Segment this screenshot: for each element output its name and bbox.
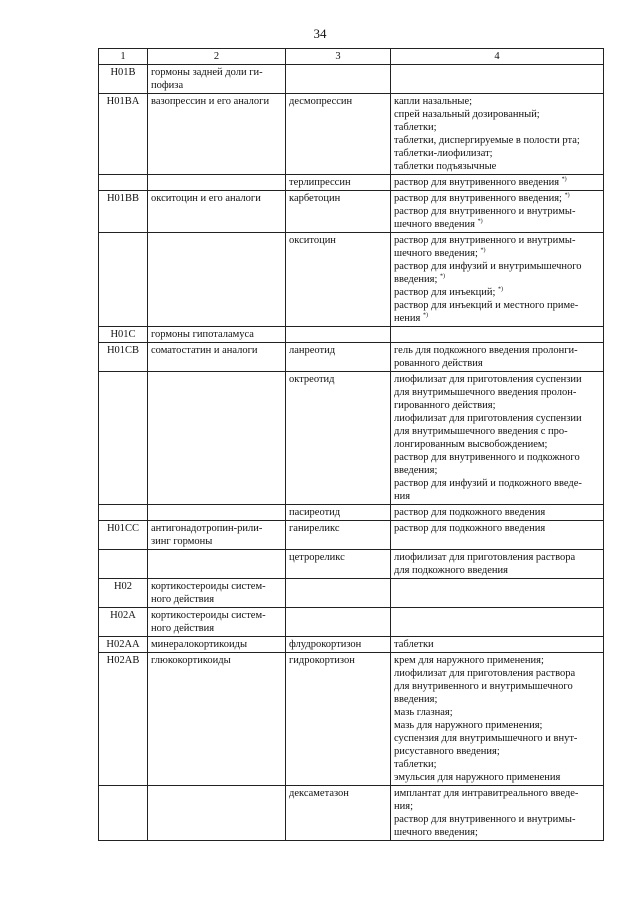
atc-code: H02AA <box>99 637 148 653</box>
dosage-form-text: таблетки, диспергируемые в полости рта; <box>394 135 580 146</box>
table-row <box>99 175 604 191</box>
dosage-forms <box>391 65 604 94</box>
dosage-form <box>394 205 600 231</box>
header-cell: 1 <box>99 49 148 65</box>
table-row <box>99 94 604 175</box>
dosage-form-text: раствор для внутривенного и внутримы- шечного введения; <box>394 235 576 259</box>
dosage-form-text: раствор для подкожного введения <box>394 507 546 518</box>
dosage-form <box>394 638 600 651</box>
dosage-form-text: крем для наружного применения; <box>394 655 544 666</box>
group-name <box>148 233 286 327</box>
atc-code <box>99 505 148 521</box>
dosage-form <box>394 551 600 577</box>
table-row <box>99 786 604 841</box>
dosage-form <box>394 506 600 519</box>
dosage-forms <box>391 550 604 579</box>
atc-code <box>99 786 148 841</box>
atc-code: H01BB <box>99 191 148 233</box>
drug-table <box>98 48 604 841</box>
dosage-form-text: раствор для внутривенного и подкожного введения; <box>394 452 580 476</box>
table-row <box>99 521 604 550</box>
footnote-mark: *) <box>422 312 428 319</box>
atc-code: H01B <box>99 65 148 94</box>
dosage-forms <box>391 579 604 608</box>
dosage-form-text: лиофилизат для приготовления суспензии для внутримышечного введения с про- лонгированным высвобождением; <box>394 413 582 450</box>
substance-name: терлипрессин <box>286 175 391 191</box>
dosage-forms <box>391 372 604 505</box>
dosage-form-text: спрей назальный дозированный; <box>394 109 540 120</box>
header-cell: 4 <box>391 49 604 65</box>
group-name: глюкокортикоиды <box>148 653 286 786</box>
atc-code: H02A <box>99 608 148 637</box>
dosage-form-text: раствор для инфузий и внутримышечного введения; <box>394 261 582 285</box>
dosage-form-text: суспензия для внутримышечного и внут- рисуставного введения; <box>394 733 578 757</box>
page-number: 34 <box>313 26 327 41</box>
substance-name: гидрокортизон <box>286 653 391 786</box>
dosage-forms <box>391 94 604 175</box>
dosage-form-text: раствор для внутривенного введения <box>394 177 560 188</box>
dosage-form-text: гель для подкожного введения пролонги- рованного действия <box>394 345 578 369</box>
dosage-forms <box>391 175 604 191</box>
atc-code: H02AB <box>99 653 148 786</box>
atc-code <box>99 233 148 327</box>
atc-code <box>99 550 148 579</box>
dosage-form-text: таблетки подъязычные <box>394 161 497 172</box>
substance-name: ганиреликс <box>286 521 391 550</box>
atc-code: H01CB <box>99 343 148 372</box>
group-name: гормоны задней доли ги- пофиза <box>148 65 286 94</box>
dosage-form-text: мазь глазная; <box>394 707 453 718</box>
group-name <box>148 372 286 505</box>
group-name: окситоцин и его аналоги <box>148 191 286 233</box>
dosage-form <box>394 299 600 325</box>
dosage-form-text: раствор для внутривенного введения; <box>394 193 562 204</box>
substance-name: ланреотид <box>286 343 391 372</box>
atc-code <box>99 372 148 505</box>
dosage-forms <box>391 608 604 637</box>
dosage-form-text: раствор для подкожного введения <box>394 523 546 534</box>
dosage-form <box>394 667 600 706</box>
dosage-form-text: раствор для внутривенного и внутримы- шечного введения; <box>394 814 576 838</box>
dosage-forms <box>391 327 604 343</box>
dosage-forms <box>391 786 604 841</box>
dosage-form-text: эмульсия для наружного применения <box>394 772 561 783</box>
dosage-forms <box>391 521 604 550</box>
footnote-mark: *) <box>440 273 445 280</box>
dosage-form <box>394 108 600 121</box>
dosage-form-text: таблетки; <box>394 122 437 133</box>
dosage-form-text: таблетки; <box>394 759 437 770</box>
dosage-form <box>394 522 600 535</box>
dosage-form <box>394 732 600 758</box>
atc-code: H01CC <box>99 521 148 550</box>
dosage-form-text: раствор для внутривенного и внутримы- шечного введения <box>394 206 576 230</box>
dosage-form <box>394 121 600 134</box>
footnote-mark: *) <box>564 192 570 199</box>
footnote-mark: *) <box>561 176 567 183</box>
substance-name: десмопрессин <box>286 94 391 175</box>
dosage-form <box>394 477 600 503</box>
atc-code: H02 <box>99 579 148 608</box>
group-name: гормоны гипоталамуса <box>148 327 286 343</box>
atc-code: H01C <box>99 327 148 343</box>
substance-name: дексаметазон <box>286 786 391 841</box>
dosage-form <box>394 192 600 205</box>
dosage-form-text: лиофилизат для приготовления раствора для внутривенного и внутримышечного введения; <box>394 668 576 705</box>
dosage-form-text: раствор для инъекций и местного приме- нения <box>394 300 579 324</box>
group-name <box>148 505 286 521</box>
dosage-form <box>394 771 600 784</box>
dosage-form <box>394 758 600 771</box>
group-name <box>148 175 286 191</box>
table-row <box>99 65 604 94</box>
dosage-form <box>394 813 600 839</box>
dosage-form <box>394 176 600 189</box>
footnote-mark: *) <box>477 218 483 225</box>
substance-name: цетрореликс <box>286 550 391 579</box>
dosage-form <box>394 147 600 160</box>
dosage-form <box>394 706 600 719</box>
group-name: минералокортикоиды <box>148 637 286 653</box>
table-row <box>99 608 604 637</box>
table-row <box>99 233 604 327</box>
table-row <box>99 653 604 786</box>
dosage-form <box>394 286 600 299</box>
dosage-form <box>394 134 600 147</box>
substance-name <box>286 579 391 608</box>
dosage-form-text: мазь для наружного применения; <box>394 720 543 731</box>
group-name: кортикостероиды систем- ного действия <box>148 608 286 637</box>
atc-code: H01BA <box>99 94 148 175</box>
dosage-form-text: раствор для инфузий и подкожного введе- ния <box>394 478 582 502</box>
dosage-form-text: таблетки-лиофилизат; <box>394 148 493 159</box>
header-row <box>99 49 604 65</box>
dosage-form-text: раствор для инъекций; <box>394 287 496 298</box>
substance-name: карбетоцин <box>286 191 391 233</box>
dosage-forms <box>391 505 604 521</box>
header-cell: 2 <box>148 49 286 65</box>
group-name: соматостатин и аналоги <box>148 343 286 372</box>
dosage-form <box>394 344 600 370</box>
substance-name: пасиреотид <box>286 505 391 521</box>
dosage-form <box>394 95 600 108</box>
dosage-form-text: таблетки <box>394 639 434 650</box>
dosage-form-text: лиофилизат для приготовления суспензии для внутримышечного введения пролон- гированного действия; <box>394 374 582 411</box>
substance-name <box>286 608 391 637</box>
dosage-form <box>394 234 600 260</box>
dosage-form-text: имплантат для интравитреального введе- ния; <box>394 788 579 812</box>
dosage-forms <box>391 233 604 327</box>
dosage-form <box>394 787 600 813</box>
dosage-form <box>394 260 600 286</box>
substance-name: флудрокортизон <box>286 637 391 653</box>
table-row <box>99 372 604 505</box>
substance-name <box>286 65 391 94</box>
dosage-form <box>394 412 600 451</box>
table-row <box>99 505 604 521</box>
substance-name: окситоцин <box>286 233 391 327</box>
dosage-form <box>394 654 600 667</box>
dosage-form-text: капли назальные; <box>394 96 473 107</box>
dosage-forms <box>391 343 604 372</box>
group-name <box>148 550 286 579</box>
dosage-forms <box>391 191 604 233</box>
group-name <box>148 786 286 841</box>
group-name: антигонадотропин-рили- зинг гормоны <box>148 521 286 550</box>
table-row <box>99 191 604 233</box>
dosage-form <box>394 160 600 173</box>
table-row <box>99 637 604 653</box>
table-row <box>99 327 604 343</box>
substance-name <box>286 327 391 343</box>
header-cell: 3 <box>286 49 391 65</box>
substance-name: октреотид <box>286 372 391 505</box>
footnote-mark: *) <box>498 286 504 293</box>
dosage-form <box>394 373 600 412</box>
table-row <box>99 579 604 608</box>
dosage-form-text: лиофилизат для приготовления раствора для подкожного введения <box>394 552 576 576</box>
dosage-forms <box>391 653 604 786</box>
group-name: вазопрессин и его аналоги <box>148 94 286 175</box>
footnote-mark: *) <box>480 247 486 254</box>
atc-code <box>99 175 148 191</box>
dosage-forms <box>391 637 604 653</box>
table-row <box>99 343 604 372</box>
dosage-form <box>394 719 600 732</box>
table-row <box>99 550 604 579</box>
group-name: кортикостероиды систем- ного действия <box>148 579 286 608</box>
dosage-form <box>394 451 600 477</box>
